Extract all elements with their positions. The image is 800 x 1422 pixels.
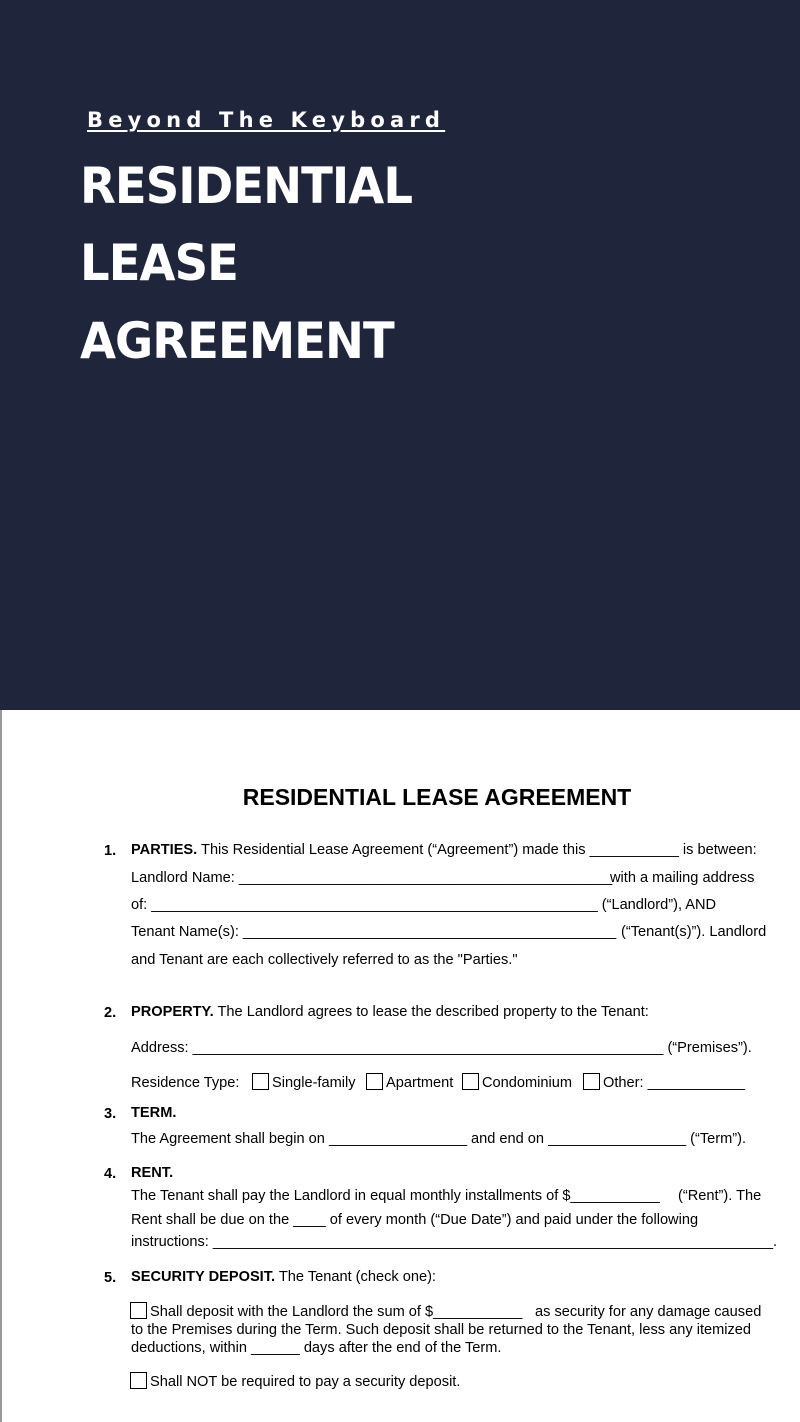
landlord-address-field: of: _______________________________________________________ (“Landlord”), AND [131,897,717,913]
property-heading: PROPERTY. [131,1004,214,1020]
checkbox-condominium[interactable] [462,1073,479,1090]
checkbox-single-family[interactable] [252,1073,269,1090]
deposit-line-intro [131,1270,436,1285]
rent-label: (“Rent”). The [678,1188,762,1204]
deposit-option-1-line-2: to the Premises during the Term. Such deposit shall be returned to the Tenant, less any itemized [131,1322,752,1338]
deposit-option-1-line-3: deductions, within ______ days after the end of the Term. [131,1340,502,1356]
checkbox-apartment[interactable] [366,1073,383,1090]
checkbox-deposit-not-required[interactable] [130,1372,147,1389]
section-number-property: 2. [104,1005,117,1021]
property-address-field: Address: __________________________________________________________ (“Premises”). [131,1040,752,1056]
option-other: Other: ____________ [603,1075,746,1091]
mailing-address-label: with a mailing address [610,870,755,886]
cover-title-line-2: LEASE [80,234,238,292]
rent-heading: RENT. [131,1165,174,1181]
option-single-family: Single-family [272,1075,356,1091]
parties-line-1 [131,843,757,858]
term-heading: TERM. [131,1105,177,1121]
brand-name: Beyond The Keyboard [87,108,446,132]
property-line-1 [131,1005,649,1020]
tenant-name-field: Tenant Name(s): ______________________________________________ [131,924,617,940]
section-number-deposit: 5. [104,1270,117,1286]
cover-title-line-3: AGREEMENT [80,312,394,370]
rent-line-2: Rent shall be due on the ____ of every month (“Due Date”) and paid under the following [131,1212,699,1228]
term-line-1: The Agreement shall begin on _________________ and end on _________________ (“Term”). [131,1131,747,1147]
parties-line-1-text: This Residential Lease Agreement (“Agreement”) made this ___________ is between: [201,842,757,858]
parties-line-5: and Tenant are each collectively referred to as the "Parties." [131,952,518,968]
rent-line-3: instructions: _____________________________________________________________________. [131,1234,778,1250]
deposit-option-2: Shall NOT be required to pay a security deposit. [150,1374,461,1390]
cover-banner [0,0,800,710]
section-number-term: 3. [104,1106,117,1122]
option-condominium: Condominium [482,1075,573,1091]
section-number-rent: 4. [104,1166,117,1182]
residence-type-label: Residence Type: [131,1075,240,1091]
document-title: RESIDENTIAL LEASE AGREEMENT [242,784,632,810]
checkbox-other[interactable] [583,1073,600,1090]
deposit-option-1-line-1: Shall deposit with the Landlord the sum of $___________ [150,1304,523,1320]
landlord-name-field: Landlord Name: ______________________________________________ [131,870,613,886]
deposit-option-1-line-1b: as security for any damage caused [535,1304,762,1320]
property-line-1-text: The Landlord agrees to lease the described property to the Tenant: [217,1004,649,1020]
section-number-parties: 1. [104,843,117,859]
tenant-label: (“Tenant(s)”). Landlord [621,924,767,940]
cover-title-line-1: RESIDENTIAL [80,157,413,215]
document-page [0,710,800,1422]
checkbox-deposit-required[interactable] [130,1302,147,1319]
rent-line-1: The Tenant shall pay the Landlord in equal monthly installments of $___________ [131,1188,660,1204]
deposit-heading: SECURITY DEPOSIT. [131,1269,276,1285]
option-apartment: Apartment [386,1075,454,1091]
deposit-intro-text: The Tenant (check one): [278,1269,436,1285]
parties-heading: PARTIES. [131,842,198,858]
